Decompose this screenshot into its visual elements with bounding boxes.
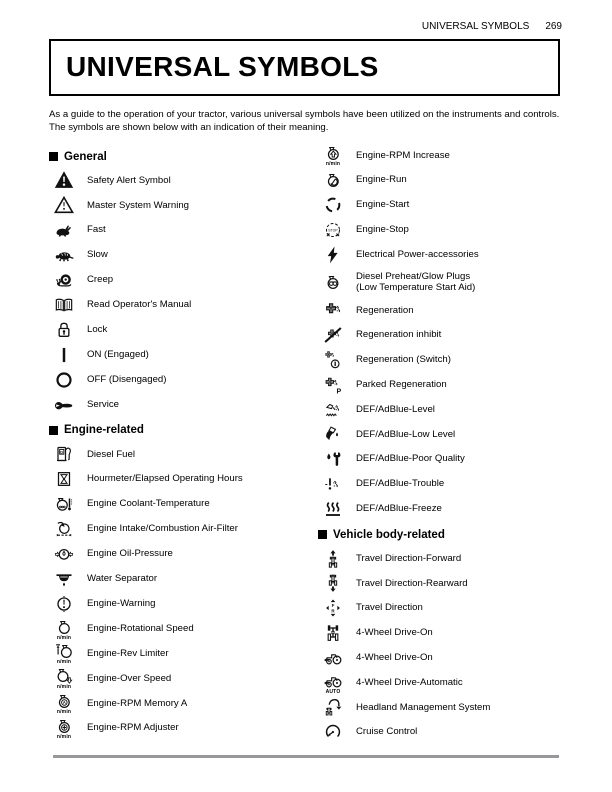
symbol-label: Engine-RPM Memory A <box>87 697 188 709</box>
symbol-row <box>49 193 318 218</box>
symbol-label: Fast <box>87 224 106 236</box>
icon-caption: n/min <box>56 634 72 641</box>
symbol-row <box>318 143 566 168</box>
symbol-label: Slow <box>87 249 108 261</box>
symbol-row <box>318 621 566 646</box>
symbol-label: Engine-Stop <box>356 224 409 236</box>
symbol-label: Hourmeter/Elapsed Operating Hours <box>87 473 243 485</box>
footer-rule <box>53 755 559 758</box>
symbol-label: DEF/AdBlue-Trouble <box>356 478 445 490</box>
padlock-icon <box>49 320 79 340</box>
rpm-increase-icon <box>318 143 348 167</box>
symbol-label: 4-Wheel Drive-Automatic <box>356 676 463 688</box>
icon-caption: n/min <box>56 684 72 691</box>
symbol-row <box>318 670 566 695</box>
symbol-row <box>318 422 566 447</box>
regeneration-inhibit-icon <box>318 325 348 345</box>
engine-start-icon <box>318 195 348 215</box>
symbol-label: Engine-RPM Adjuster <box>87 722 179 734</box>
symbol-row <box>318 472 566 497</box>
symbol-label: 4-Wheel Drive-On <box>356 627 433 639</box>
symbol-row <box>318 298 566 323</box>
symbol-row <box>318 242 566 267</box>
section-title: Engine-related <box>64 424 144 437</box>
symbol-label: Read Operator's Manual <box>87 299 192 311</box>
page-number: 269 <box>545 21 562 32</box>
travel-direction-icon <box>318 598 348 618</box>
rpm-adjuster-icon <box>49 716 79 740</box>
travel-rearward-icon <box>318 573 348 593</box>
symbol-label: Diesel Preheat/Glow Plugs (Low Temperature Start Aid) <box>356 270 476 294</box>
engine-pot-icon <box>49 617 79 641</box>
symbol-label: Safety Alert Symbol <box>87 174 171 186</box>
lightning-icon <box>318 245 348 265</box>
oil-pressure-icon <box>49 544 79 564</box>
symbol-label: Master System Warning <box>87 199 190 211</box>
def-poor-quality-icon <box>318 449 348 469</box>
symbol-row <box>318 720 566 745</box>
running-header-title: UNIVERSAL SYMBOLS <box>421 21 530 32</box>
symbol-row <box>318 267 566 298</box>
icon-caption: n/min <box>56 734 72 741</box>
chapter-title: UNIVERSAL SYMBOLS <box>66 51 379 82</box>
glow-plugs-icon <box>318 272 348 292</box>
symbol-row <box>49 691 318 716</box>
symbol-label: ON (Engaged) <box>87 348 149 360</box>
symbol-row <box>49 243 318 268</box>
chapter-title-box <box>49 39 560 96</box>
snail-icon <box>49 270 79 290</box>
symbol-label: Engine-Rotational Speed <box>87 622 194 634</box>
symbol-row <box>49 591 318 616</box>
symbol-row <box>49 616 318 641</box>
symbol-label: Engine-Rev Limiter <box>87 647 169 659</box>
cruise-control-icon <box>318 722 348 742</box>
symbol-row <box>318 168 566 193</box>
coolant-temperature-icon <box>49 494 79 514</box>
symbol-label: Diesel Fuel <box>87 448 135 460</box>
symbol-label: DEF/AdBlue-Level <box>356 403 435 415</box>
symbol-label: Parked Regeneration <box>356 379 447 391</box>
section-title: Vehicle body-related <box>333 528 445 541</box>
symbol-row <box>49 566 318 591</box>
symbol-label: Engine Intake/Combustion Air-Filter <box>87 523 238 535</box>
section-header <box>49 419 318 442</box>
icon-caption: n/min <box>56 709 72 716</box>
parked-regeneration-icon <box>318 375 348 395</box>
symbol-row <box>318 496 566 521</box>
symbol-label: Engine-Over Speed <box>87 672 172 684</box>
rpm-memory-icon <box>49 691 79 715</box>
four-wheel-auto-icon <box>318 671 348 695</box>
section-bullet-icon <box>49 426 58 435</box>
symbol-label: DEF/AdBlue-Low Level <box>356 428 456 440</box>
off-circle-icon <box>49 370 79 390</box>
symbol-row <box>49 168 318 193</box>
symbol-row <box>318 397 566 422</box>
symbol-label: Engine Coolant-Temperature <box>87 498 210 510</box>
symbol-row <box>318 193 566 218</box>
symbol-row <box>318 596 566 621</box>
symbol-label: Creep <box>87 274 114 286</box>
four-wheel-axle-icon <box>318 623 348 643</box>
four-wheel-tractor-icon <box>318 648 348 668</box>
fuel-pump-icon <box>49 444 79 464</box>
icon-caption: AUTO <box>325 688 341 695</box>
intro-paragraph: As a guide to the operation of your tractor, various universal symbols have been utilized on the instruments and controls. The symbols are shown below with an indication of their meaning. <box>49 109 560 133</box>
symbol-row <box>49 541 318 566</box>
engine-run-icon <box>318 170 348 190</box>
water-separator-icon <box>49 569 79 589</box>
symbol-label: Engine Oil-Pressure <box>87 548 173 560</box>
symbol-row <box>49 367 318 392</box>
wrench-icon <box>49 394 79 414</box>
symbol-label: Travel Direction-Forward <box>356 552 462 564</box>
symbol-row <box>49 517 318 542</box>
symbol-columns <box>49 143 566 745</box>
symbol-row <box>49 666 318 691</box>
section-bullet-icon <box>318 530 327 539</box>
symbol-row <box>318 645 566 670</box>
symbol-row <box>49 492 318 517</box>
def-freeze-icon <box>318 499 348 519</box>
symbol-label: Regeneration inhibit <box>356 329 442 341</box>
icon-caption: n/min <box>325 161 341 168</box>
symbol-row <box>318 348 566 373</box>
symbol-label: Cruise Control <box>356 726 418 738</box>
symbol-label: Regeneration (Switch) <box>356 354 451 366</box>
symbol-row <box>49 317 318 342</box>
symbol-label: Regeneration <box>356 304 414 316</box>
turtle-icon <box>49 245 79 265</box>
engine-warning-icon <box>49 594 79 614</box>
symbol-label: Engine-RPM Increase <box>356 149 450 161</box>
section-header <box>318 523 566 546</box>
symbol-row <box>49 442 318 467</box>
column-right <box>318 143 566 745</box>
section-title: General <box>64 150 107 163</box>
over-speed-icon <box>49 666 79 690</box>
column-left <box>49 143 318 741</box>
symbol-label: Lock <box>87 324 108 336</box>
engine-stop-icon <box>318 220 348 240</box>
running-header <box>422 21 562 32</box>
symbol-row <box>318 323 566 348</box>
symbol-row <box>318 372 566 397</box>
rabbit-icon <box>49 220 79 240</box>
air-filter-icon <box>49 519 79 539</box>
symbol-label-line2: (Low Temperature Start Aid) <box>356 282 476 294</box>
symbol-label: DEF/AdBlue-Poor Quality <box>356 453 465 465</box>
symbol-row <box>318 217 566 242</box>
headland-icon <box>318 697 348 717</box>
hourglass-icon <box>49 469 79 489</box>
symbol-label: DEF/AdBlue-Freeze <box>356 503 442 514</box>
symbol-row <box>49 641 318 666</box>
def-level-icon <box>318 400 348 420</box>
symbol-row <box>49 716 318 741</box>
symbol-row <box>49 292 318 317</box>
rev-limiter-icon <box>49 641 79 665</box>
symbol-row <box>49 218 318 243</box>
on-bar-icon <box>49 345 79 365</box>
symbol-row <box>318 571 566 596</box>
symbol-row <box>318 546 566 571</box>
symbol-row <box>49 392 318 417</box>
symbol-label: Engine-Run <box>356 174 407 186</box>
def-low-level-icon <box>318 424 348 444</box>
regeneration-switch-icon <box>318 350 348 370</box>
symbol-row <box>49 467 318 492</box>
symbol-label: Electrical Power-accessories <box>356 248 479 260</box>
symbol-row <box>318 695 566 720</box>
master-system-warning-icon <box>49 195 79 215</box>
symbol-row <box>318 447 566 472</box>
regeneration-icon <box>318 300 348 320</box>
symbol-label: Service <box>87 398 119 410</box>
symbol-row <box>49 342 318 367</box>
icon-caption: n/min <box>56 659 72 666</box>
symbol-label: 4-Wheel Drive-On <box>356 651 433 663</box>
travel-forward-icon <box>318 549 348 569</box>
safety-alert-icon <box>49 170 79 190</box>
symbol-label: Engine-Start <box>356 199 410 211</box>
symbol-label: Headland Management System <box>356 701 491 713</box>
open-book-icon <box>49 295 79 315</box>
def-trouble-icon <box>318 474 348 494</box>
symbol-label: Water Separator <box>87 573 158 585</box>
symbol-label: OFF (Disengaged) <box>87 373 167 385</box>
symbol-label: Travel Direction-Rearward <box>356 577 468 589</box>
section-bullet-icon <box>49 152 58 161</box>
section-header <box>49 145 318 168</box>
symbol-label: Travel Direction <box>356 602 423 614</box>
symbol-label: Engine-Warning <box>87 597 156 609</box>
symbol-row <box>49 268 318 293</box>
